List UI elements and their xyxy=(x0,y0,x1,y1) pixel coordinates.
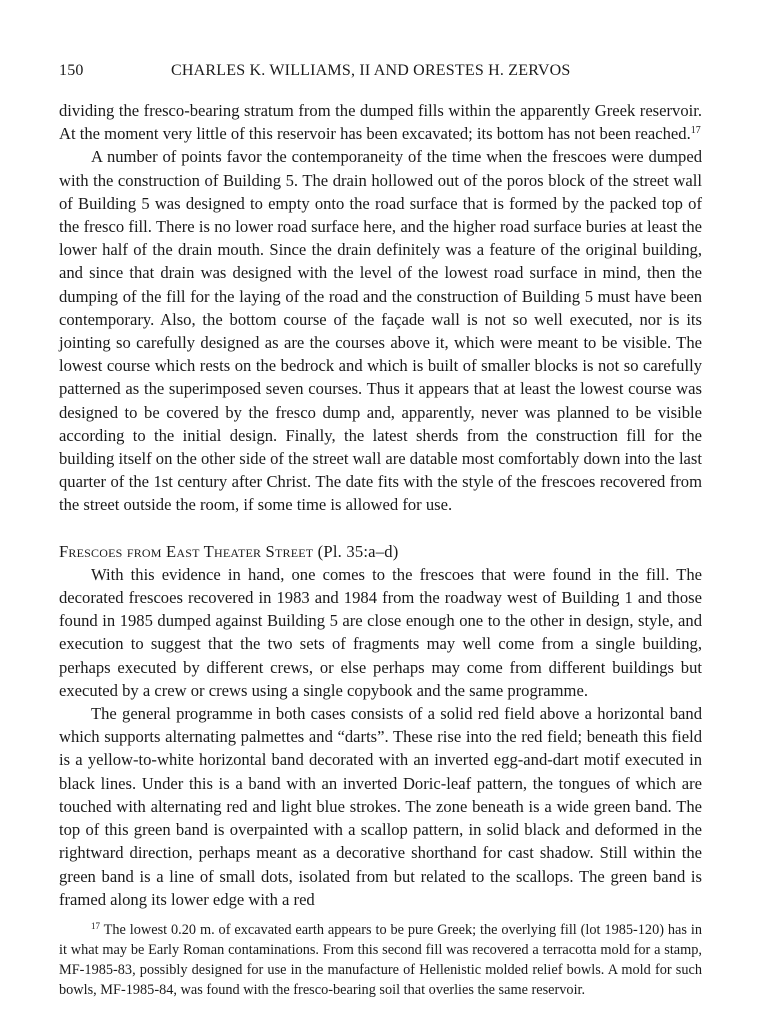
running-head: CHARLES K. WILLIAMS, II AND ORESTES H. ZERVOS xyxy=(171,62,571,79)
paragraph-programme: The general programme in both cases consists of a solid red field above a horizontal band which supports alternating palmettes and “darts”. These rise into the red field; beneath this field is a yellow-to-white horizontal band decorated with an inverted egg-and-dart motif executed in black lines. Under this is a band with an inverted Doric-leaf pattern, the tongues of which are touched with alternating red and light blue strokes. The zone beneath is a wide green band. The top of this green band is overpainted with a scallop pattern, in solid black and deformed in the rightward direction, perhaps meant as a decorative shorthand for cast shadow. Still within the green band is a line of small dots, isolated from but related to the scallops. The green band is framed along its lower edge with a red xyxy=(59,704,702,909)
paragraph-contemporaneity: A number of points favor the contemporaneity of the time when the frescoes were dumped with the construction of Building 5. The drain hollowed out of the poros block of the street wall of Building 5 was designed to empty onto the road surface that is formed by the packed top of the fresco fill. There is no lower road surface here, and the higher road surface buries at least the lower half of the drain mouth. Since the drain definitely was a feature of the original building, and since that drain was designed with the level of the lowest road surface in mind, then the dumping of the fill for the laying of the road and the construction of Building 5 must have been contemporary. Also, the bottom course of the façade wall is not so well executed, nor is its jointing so carefully designed as are the courses above it, which were meant to be visible. The lowest course which rests on the bedrock and which is built of smaller blocks is not so carefully patterned as the superimposed seven courses. Thus it appears that at least the lowest course was designed to be covered by the fresco dump and, apparently, never was planned to be visible according to the initial design. Finally, the latest sherds from the construction fill for the building itself on the other side of the street wall are datable most comfortably down into the last quarter of the 1st century after Christ. The date fits with the style of the frescoes recovered from the street outside the room, if some time is allowed for use. xyxy=(59,147,702,515)
paragraph-text: dividing the fresco-bearing stratum from the dumped fills within the apparently Greek reservoir. At the moment very little of this reservoir has been excavated; its bottom has not been reached. xyxy=(59,101,702,144)
footnote-number: 17 xyxy=(91,920,100,931)
paragraph-continued xyxy=(59,99,702,145)
page-number: 150 xyxy=(59,62,84,79)
footnote xyxy=(59,920,702,1000)
page-header xyxy=(59,62,702,88)
plate-reference: (Pl. 35:a–d) xyxy=(317,541,399,561)
section-title: Frescoes from East Theater Street xyxy=(59,541,314,561)
footnote-text: The lowest 0.20 m. of excavated earth appears to be pure Greek; the overlying fill (lot 1985-120) has in it what may be Early Roman contaminations. From this second fill was recovered a terracotta mold for a stamp, MF-1985-83, possibly designed for use in the manufacture of Hellenistic molded relief bowls. A mold for such bowls, MF-1985-84, was found with the fresco-bearing soil that overlies the same reservoir. xyxy=(59,921,702,998)
page xyxy=(59,62,702,1000)
paragraph-evidence: With this evidence in hand, one comes to the frescoes that were found in the fill. The decorated frescoes recovered in 1983 and 1984 from the roadway west of Building 1 and those found in 1985 dumped against Building 5 are close enough one to the other in design, style, and execution to suggest that the two sets of fragments may well come from a single building, perhaps executed by different crews, or else perhaps may come from different buildings but executed by a crew or crews using a single copybook and the same programme. xyxy=(59,564,702,700)
footnote-ref[interactable]: 17 xyxy=(690,125,701,137)
section-heading xyxy=(59,540,702,563)
